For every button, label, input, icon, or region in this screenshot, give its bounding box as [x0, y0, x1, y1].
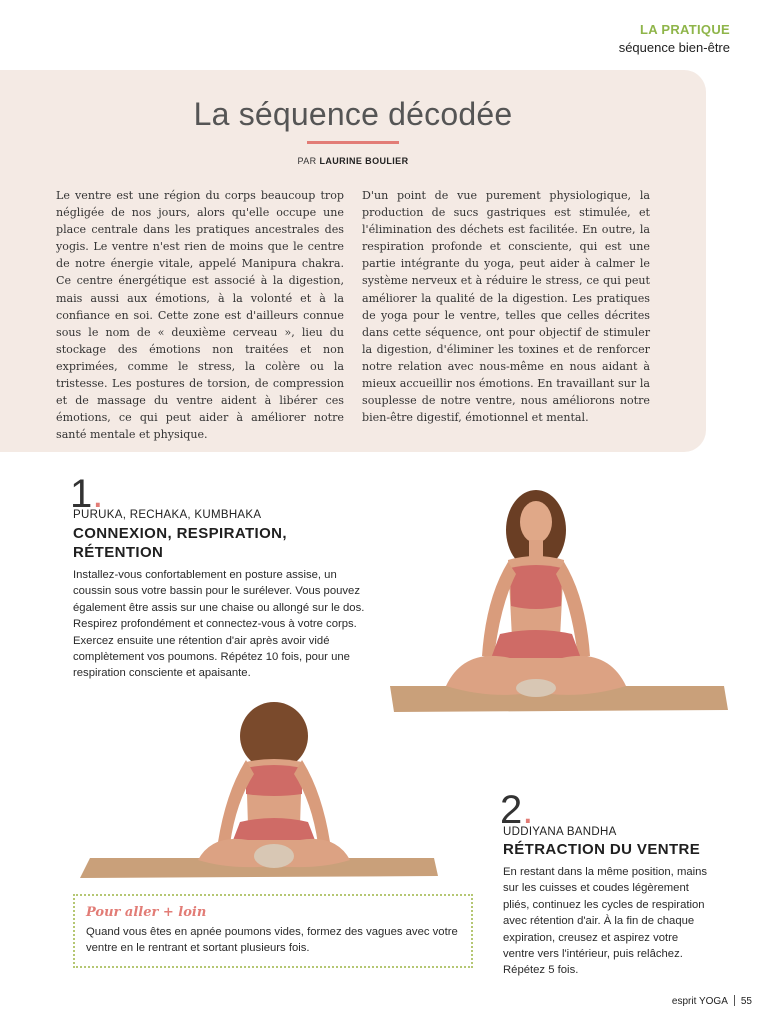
sports-bra	[246, 765, 302, 796]
photo-uddiyana-pose	[78, 698, 438, 882]
byline	[0, 156, 706, 166]
face	[520, 501, 552, 543]
sports-bra	[510, 565, 562, 609]
footer-divider	[734, 995, 735, 1006]
step-2-number	[500, 790, 533, 830]
page-number: 55	[740, 996, 752, 1007]
tip-title: Pour aller + loin	[86, 905, 207, 920]
cushion	[516, 679, 556, 697]
step-1-sanskrit: PURUKA, RECHAKA, KUMBHAKA	[73, 509, 262, 521]
subsection-label: séquence bien-être	[618, 40, 730, 55]
page-footer	[672, 995, 752, 1007]
step-2-digit: 2	[500, 788, 523, 832]
article-title: La séquence décodée	[193, 96, 513, 132]
byline-prefix: PAR	[297, 156, 317, 166]
photo-seated-pose	[390, 488, 730, 718]
step-1-body: Installez-vous confortablement en posture assise, un coussin sous votre bassin pour le surélever. Vous pouvez également être assis sur une chaise ou allongé sur le dos. Respirez profondément et connectez-vous à votre corps. Exercez ensuite une rétention d'air après avoir vidé complètement vos poumons. Répétez 10 fois, pour une respiration consciente et apaisante.	[73, 569, 365, 680]
title-underline	[307, 141, 399, 144]
step-2-title: RÉTRACTION DU VENTRE	[503, 841, 701, 858]
step-1-number	[70, 474, 103, 514]
step-1-dot: .	[92, 472, 104, 516]
intro-column-right: D'un point de vue purement physiologique, la production de sucs gastriques est stimulée, et l'élimination des déchets est facilitée. En outre, la respiration profonde et consciente, qui est une partie intégrante du yoga, peut aider à calmer le système nerveux et à réduire le stress, ce qui peut améliorer la qualité de la digestion. Les pratiques de yoga pour le ventre, telles que celles décrites dans cette séquence, ont pour objectif de stimuler la digestion, d'éliminer les toxines et de renforcer notre relation avec nous-même en nous aidant à mieux accueillir nos émotions. En travaillant sur la souplesse de notre ventre, nous améliorons notre bien-être digestif, émotionnel et mental.	[362, 189, 650, 425]
cushion	[254, 844, 294, 868]
step-1-digit: 1	[70, 472, 93, 516]
magazine-prefix: esprit	[671, 996, 697, 1007]
step-2-sanskrit: UDDIYANA BANDHA	[503, 826, 617, 838]
step-2-body: En restant dans la même position, mains sur les cuisses et coudes légèrement pliés, continuez les cycles de respiration avec rétention d'air. À la fin de chaque expiration, creusez et aspirez votre ventre vers l'intérieur, puis relâchez. Répétez 5 fois.	[503, 866, 708, 977]
step-1-title: CONNEXION, RESPIRATION, RÉTENTION	[73, 525, 287, 561]
author-name: LAURINE BOULIER	[319, 156, 409, 166]
tip-body: Quand vous êtes en apnée poumons vides, formez des vagues avec votre ventre en le rentrant et sortant plusieurs fois.	[86, 926, 458, 954]
magazine-name: YOGA	[698, 996, 728, 1007]
section-label: LA PRATIQUE	[640, 22, 730, 37]
step-2-dot: .	[522, 788, 534, 832]
intro-column-left: Le ventre est une région du corps beaucoup trop négligée de nos jours, alors qu'elle occupe une place centrale dans les pratiques ancestrales des yogis. Le ventre n'est rien de moins que le centre de notre énergie vitale, appelé Manipura chakra. Ce centre énergétique est associé à la digestion, mais aussi aux émotions, à la volonté et à la confiance en soi. Cette zone est d'ailleurs connue sous le nom de « deuxième cerveau », lieu du stockage des émotions non traitées et non exprimées, comme le stress, la colère ou la tristesse. Les postures de torsion, de compression et de massage du ventre aident à libérer ces émotions, ce qui peut aider à améliorer notre santé mentale et physique.	[56, 189, 344, 442]
